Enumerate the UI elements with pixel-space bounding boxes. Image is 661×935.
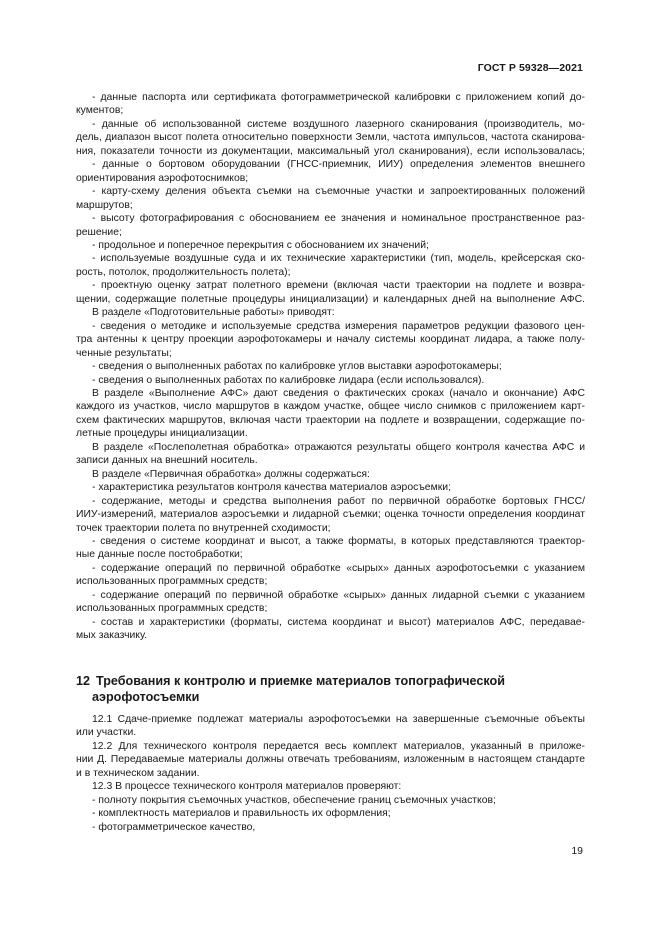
- text-line: - комплектность материалов и правильность их оформления;: [92, 808, 391, 820]
- section-number: 12: [76, 674, 91, 688]
- text-line: 12.1 Сдаче-приемке подлежат материалы аэрофотосъемки на завершенные съемочные объекты: [92, 714, 585, 725]
- text-line: ные данные после постобработки;: [76, 549, 243, 561]
- text-line: - карту-схему деления объекта съемки на съемочные участки и запроектированных положений: [92, 186, 585, 198]
- text-line: и в техническом задании.: [76, 767, 200, 779]
- text-line: летные процедуры инициализации.: [76, 428, 248, 440]
- text-line: - состав и характеристики (форматы, система координат и высот) материалов АФС, передавае-: [92, 616, 585, 628]
- text-line: - данные об использованной системе воздушного лазерного сканирования (производитель, мо-: [92, 118, 585, 130]
- text-line: использованных программных средств;: [76, 603, 268, 615]
- text-line: ния, показатели точности из документации, максимальный угол сканирования), если использовалась;: [76, 145, 585, 157]
- text-line: - высоту фотографирования с обоснованием ее значения и номинальное пространственное раз-: [92, 213, 585, 225]
- section-text: [76, 713, 585, 834]
- text-line: - содержание операций по первичной обработке «сырых» данных аэрофотосъемки с указанием: [92, 562, 585, 574]
- text-line: рость, потолок, продолжительность полета);: [76, 266, 291, 278]
- text-line: 12.2 Для технического контроля передается весь комплект материалов, указанный в приложе-: [92, 740, 585, 752]
- text-line: В разделе «Подготовительные работы» приводят:: [92, 307, 335, 319]
- text-line: - полноту покрытия съемочных участков, обеспечение границ съемочных участков;: [92, 794, 496, 806]
- text-line: кументов;: [76, 105, 124, 117]
- text-line: - данные о бортовом оборудовании (ГНСС-приемник, ИИУ) определения элементов внешнего: [92, 159, 585, 171]
- text-line: решение;: [76, 226, 122, 238]
- text-line: В разделе «Выполнение АФС» дают сведения о фактических сроках (начало и окончание) АФС: [92, 387, 585, 399]
- text-line: каждого из участков, число маршрутов в каждом участке, общее число снимков с приложением карт-: [76, 401, 585, 413]
- text-line: тра антенны к центру проекции аэрофотокамеры и началу системы координат лидара, а также полу-: [76, 334, 585, 346]
- text-line: - сведения о выполненных работах по калибровке лидара (если использовался).: [92, 374, 485, 386]
- text-line: - используемые воздушные суда и их технические характеристики (тип, модель, крейсерская ско-: [92, 253, 585, 265]
- text-line: маршрутов;: [76, 199, 133, 211]
- text-line: щении, содержащие полетные процедуры инициализации) и календарных дней на выполнение АФС.: [76, 293, 585, 305]
- text-line: мых заказчику.: [76, 630, 148, 642]
- text-line: В разделе «Послеполетная обработка» отражаются результаты общего контроля качества АФС и: [92, 441, 585, 453]
- text-line: записи данных на внешний носитель.: [76, 455, 258, 467]
- text-line: ИИУ-измерений, материалов аэросъемки и лидарной съемки; оценка точности определения координат: [76, 509, 585, 521]
- text-line: - сведения о методике и используемые средства измерения параметров редукции фазового цен-: [92, 320, 585, 332]
- text-line: - фотограмметрическое качество,: [92, 821, 256, 833]
- text-line: схем фактических маршрутов, включая части траектории на подлете и возвращении, содержащие по-: [76, 414, 585, 426]
- text-line: 12.3 В процессе технического контроля материалов проверяют:: [92, 781, 402, 793]
- text-line: ориентирования аэрофотоснимков;: [76, 172, 249, 184]
- text-line: использованных программных средств;: [76, 576, 268, 588]
- text-line: - сведения о системе координат и высот, а также форматы, в которых представляются траектор-: [92, 535, 585, 547]
- text-line: дель, диапазон высот полета относительно поверхности Земли, частота импульсов, частота сканирова-: [76, 132, 585, 144]
- body-text: [76, 91, 585, 643]
- text-line: - данные паспорта или сертификата фотограмметрической калибровки с приложением копий до-: [92, 92, 585, 103]
- text-line: - сведения о выполненных работах по калибровке углов выставки аэрофотокамеры;: [92, 361, 502, 373]
- section-title-line2: аэрофотосъемки: [92, 690, 200, 704]
- text-line: - содержание, методы и средства выполнения работ по первичной обработке бортовых ГНСС/: [92, 495, 585, 507]
- text-line: - проектную оценку затрат полетного времени (включая части траектории на подлете и возвра-: [92, 280, 585, 292]
- document-code: ГОСТ Р 59328—2021: [477, 62, 583, 74]
- text-line: ченные результаты;: [76, 347, 172, 359]
- text-line: В разделе «Первичная обработка» должны содержаться:: [92, 468, 370, 480]
- text-line: или участки.: [76, 727, 137, 739]
- section-heading-line1: [76, 673, 585, 689]
- page-number: 19: [571, 845, 583, 857]
- text-line: нии Д. Передаваемые материалы должны отвечать требованиям, изложенным в настоящем стандарте: [76, 754, 585, 766]
- section-title-line1: Требования к контролю и приемке материалов топографической: [96, 674, 505, 688]
- text-line: точек траектории полета по внутренней сходимости;: [76, 522, 331, 534]
- section-heading: [76, 673, 585, 705]
- text-line: - продольное и поперечное перекрытия с обоснованием их значений;: [92, 239, 429, 251]
- text-line: - характеристика результатов контроля качества материалов аэросъемки;: [92, 482, 451, 494]
- text-line: - содержание операций по первичной обработке «сырых» данных лидарной съемки с указанием: [92, 589, 585, 601]
